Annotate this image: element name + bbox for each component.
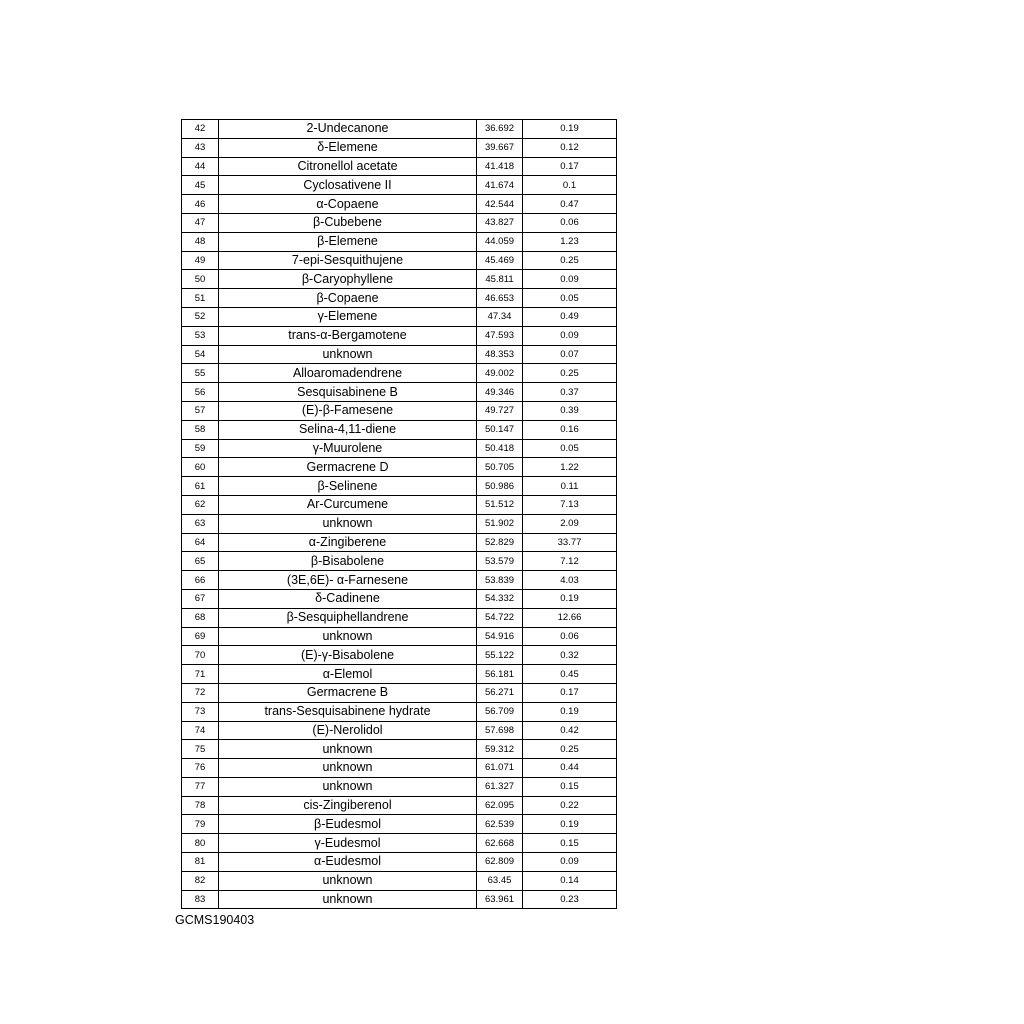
- retention-time-cell: 59.312: [477, 740, 523, 759]
- relative-area-cell: 0.37: [523, 383, 617, 402]
- table-row: [182, 890, 617, 909]
- retention-time-cell: 41.418: [477, 157, 523, 176]
- peak-number-cell: 73: [182, 702, 219, 721]
- table-row: [182, 871, 617, 890]
- peak-number-cell: 45: [182, 176, 219, 195]
- compound-name-cell: Germacrene D: [219, 458, 477, 477]
- compound-name-cell: (E)-γ-Bisabolene: [219, 646, 477, 665]
- peak-number-cell: 65: [182, 552, 219, 571]
- retention-time-cell: 51.512: [477, 495, 523, 514]
- table-row: [182, 853, 617, 872]
- retention-time-cell: 50.705: [477, 458, 523, 477]
- peak-number-cell: 48: [182, 232, 219, 251]
- peak-number-cell: 46: [182, 195, 219, 214]
- compound-name-cell: γ-Elemene: [219, 307, 477, 326]
- compound-name-cell: unknown: [219, 740, 477, 759]
- table-row: [182, 270, 617, 289]
- relative-area-cell: 0.44: [523, 759, 617, 778]
- relative-area-cell: 0.49: [523, 307, 617, 326]
- relative-area-cell: 0.1: [523, 176, 617, 195]
- table-row: [182, 514, 617, 533]
- retention-time-cell: 39.667: [477, 138, 523, 157]
- table-row: [182, 589, 617, 608]
- table-row: [182, 665, 617, 684]
- relative-area-cell: 0.19: [523, 702, 617, 721]
- relative-area-cell: 0.14: [523, 871, 617, 890]
- compound-name-cell: δ-Elemene: [219, 138, 477, 157]
- retention-time-cell: 45.469: [477, 251, 523, 270]
- peak-number-cell: 71: [182, 665, 219, 684]
- table-row: [182, 702, 617, 721]
- compound-name-cell: β-Selinene: [219, 477, 477, 496]
- retention-time-cell: 61.327: [477, 777, 523, 796]
- compound-name-cell: Selina-4,11-diene: [219, 420, 477, 439]
- retention-time-cell: 62.539: [477, 815, 523, 834]
- retention-time-cell: 62.668: [477, 834, 523, 853]
- compound-name-cell: γ-Eudesmol: [219, 834, 477, 853]
- relative-area-cell: 1.22: [523, 458, 617, 477]
- table-row: [182, 401, 617, 420]
- table-row: [182, 627, 617, 646]
- relative-area-cell: 0.11: [523, 477, 617, 496]
- peak-number-cell: 59: [182, 439, 219, 458]
- relative-area-cell: 4.03: [523, 571, 617, 590]
- compound-name-cell: unknown: [219, 759, 477, 778]
- peak-number-cell: 62: [182, 495, 219, 514]
- relative-area-cell: 0.09: [523, 326, 617, 345]
- table-row: [182, 740, 617, 759]
- retention-time-cell: 53.839: [477, 571, 523, 590]
- table-row: [182, 777, 617, 796]
- table-row: [182, 120, 617, 139]
- table-row: [182, 420, 617, 439]
- peak-number-cell: 78: [182, 796, 219, 815]
- retention-time-cell: 56.709: [477, 702, 523, 721]
- retention-time-cell: 43.827: [477, 213, 523, 232]
- compound-name-cell: β-Caryophyllene: [219, 270, 477, 289]
- retention-time-cell: 46.653: [477, 289, 523, 308]
- peak-number-cell: 70: [182, 646, 219, 665]
- peak-number-cell: 54: [182, 345, 219, 364]
- compound-name-cell: β-Elemene: [219, 232, 477, 251]
- retention-time-cell: 61.071: [477, 759, 523, 778]
- relative-area-cell: 0.17: [523, 157, 617, 176]
- relative-area-cell: 0.15: [523, 777, 617, 796]
- table-row: [182, 608, 617, 627]
- compound-name-cell: β-Cubebene: [219, 213, 477, 232]
- peak-number-cell: 76: [182, 759, 219, 778]
- compound-name-cell: Ar-Curcumene: [219, 495, 477, 514]
- table-row: [182, 721, 617, 740]
- relative-area-cell: 0.25: [523, 251, 617, 270]
- retention-time-cell: 52.829: [477, 533, 523, 552]
- relative-area-cell: 0.23: [523, 890, 617, 909]
- retention-time-cell: 47.34: [477, 307, 523, 326]
- compound-name-cell: α-Copaene: [219, 195, 477, 214]
- compound-name-cell: β-Bisabolene: [219, 552, 477, 571]
- peak-number-cell: 82: [182, 871, 219, 890]
- relative-area-cell: 0.09: [523, 270, 617, 289]
- compound-name-cell: trans-α-Bergamotene: [219, 326, 477, 345]
- compound-name-cell: Sesquisabinene B: [219, 383, 477, 402]
- footnote-label: GCMS190403: [175, 913, 255, 927]
- compound-name-cell: unknown: [219, 777, 477, 796]
- compound-name-cell: Germacrene B: [219, 683, 477, 702]
- compound-name-cell: (E)-β-Famesene: [219, 401, 477, 420]
- table-row: [182, 138, 617, 157]
- compound-name-cell: α-Elemol: [219, 665, 477, 684]
- table-row: [182, 157, 617, 176]
- peak-number-cell: 63: [182, 514, 219, 533]
- relative-area-cell: 0.06: [523, 213, 617, 232]
- table-row: [182, 307, 617, 326]
- peak-number-cell: 44: [182, 157, 219, 176]
- relative-area-cell: 12.66: [523, 608, 617, 627]
- peak-number-cell: 53: [182, 326, 219, 345]
- table-row: [182, 834, 617, 853]
- retention-time-cell: 36.692: [477, 120, 523, 139]
- relative-area-cell: 7.12: [523, 552, 617, 571]
- retention-time-cell: 42.544: [477, 195, 523, 214]
- peak-number-cell: 43: [182, 138, 219, 157]
- compound-name-cell: unknown: [219, 890, 477, 909]
- relative-area-cell: 1.23: [523, 232, 617, 251]
- retention-time-cell: 48.353: [477, 345, 523, 364]
- retention-time-cell: 54.916: [477, 627, 523, 646]
- relative-area-cell: 0.06: [523, 627, 617, 646]
- relative-area-cell: 0.07: [523, 345, 617, 364]
- retention-time-cell: 51.902: [477, 514, 523, 533]
- peak-number-cell: 55: [182, 364, 219, 383]
- table-row: [182, 759, 617, 778]
- peak-number-cell: 64: [182, 533, 219, 552]
- compound-table: [181, 119, 617, 909]
- peak-number-cell: 83: [182, 890, 219, 909]
- retention-time-cell: 54.722: [477, 608, 523, 627]
- table-row: [182, 495, 617, 514]
- compound-name-cell: δ-Cadinene: [219, 589, 477, 608]
- relative-area-cell: 0.09: [523, 853, 617, 872]
- compound-name-cell: unknown: [219, 627, 477, 646]
- peak-number-cell: 72: [182, 683, 219, 702]
- table-row: [182, 383, 617, 402]
- retention-time-cell: 50.418: [477, 439, 523, 458]
- table-row: [182, 232, 617, 251]
- peak-number-cell: 74: [182, 721, 219, 740]
- retention-time-cell: 63.961: [477, 890, 523, 909]
- compound-name-cell: α-Eudesmol: [219, 853, 477, 872]
- retention-time-cell: 47.593: [477, 326, 523, 345]
- table-row: [182, 251, 617, 270]
- peak-number-cell: 42: [182, 120, 219, 139]
- relative-area-cell: 0.45: [523, 665, 617, 684]
- peak-number-cell: 60: [182, 458, 219, 477]
- compound-name-cell: Citronellol acetate: [219, 157, 477, 176]
- table-row: [182, 571, 617, 590]
- table-row: [182, 815, 617, 834]
- peak-number-cell: 80: [182, 834, 219, 853]
- table-row: [182, 213, 617, 232]
- peak-number-cell: 77: [182, 777, 219, 796]
- peak-number-cell: 49: [182, 251, 219, 270]
- relative-area-cell: 0.19: [523, 120, 617, 139]
- compound-name-cell: β-Copaene: [219, 289, 477, 308]
- table-row: [182, 364, 617, 383]
- retention-time-cell: 49.346: [477, 383, 523, 402]
- peak-number-cell: 56: [182, 383, 219, 402]
- compound-name-cell: unknown: [219, 871, 477, 890]
- relative-area-cell: 0.39: [523, 401, 617, 420]
- relative-area-cell: 0.17: [523, 683, 617, 702]
- table-row: [182, 796, 617, 815]
- table-row: [182, 345, 617, 364]
- compound-name-cell: 7-epi-Sesquithujene: [219, 251, 477, 270]
- compound-name-cell: γ-Muurolene: [219, 439, 477, 458]
- peak-number-cell: 79: [182, 815, 219, 834]
- relative-area-cell: 2.09: [523, 514, 617, 533]
- peak-number-cell: 75: [182, 740, 219, 759]
- retention-time-cell: 62.095: [477, 796, 523, 815]
- table-row: [182, 683, 617, 702]
- table-row: [182, 176, 617, 195]
- table-row: [182, 477, 617, 496]
- compound-name-cell: (E)-Nerolidol: [219, 721, 477, 740]
- relative-area-cell: 0.42: [523, 721, 617, 740]
- table-row: [182, 326, 617, 345]
- table-row: [182, 458, 617, 477]
- retention-time-cell: 49.002: [477, 364, 523, 383]
- peak-number-cell: 67: [182, 589, 219, 608]
- relative-area-cell: 0.22: [523, 796, 617, 815]
- retention-time-cell: 54.332: [477, 589, 523, 608]
- compound-name-cell: β-Eudesmol: [219, 815, 477, 834]
- retention-time-cell: 50.986: [477, 477, 523, 496]
- relative-area-cell: 0.25: [523, 364, 617, 383]
- relative-area-cell: 7.13: [523, 495, 617, 514]
- relative-area-cell: 0.32: [523, 646, 617, 665]
- peak-number-cell: 66: [182, 571, 219, 590]
- relative-area-cell: 0.05: [523, 439, 617, 458]
- relative-area-cell: 0.16: [523, 420, 617, 439]
- relative-area-cell: 0.47: [523, 195, 617, 214]
- retention-time-cell: 62.809: [477, 853, 523, 872]
- table-row: [182, 439, 617, 458]
- relative-area-cell: 0.15: [523, 834, 617, 853]
- peak-number-cell: 81: [182, 853, 219, 872]
- peak-number-cell: 51: [182, 289, 219, 308]
- peak-number-cell: 69: [182, 627, 219, 646]
- peak-number-cell: 68: [182, 608, 219, 627]
- compound-name-cell: cis-Zingiberenol: [219, 796, 477, 815]
- table-row: [182, 289, 617, 308]
- retention-time-cell: 55.122: [477, 646, 523, 665]
- compound-name-cell: unknown: [219, 345, 477, 364]
- relative-area-cell: 0.25: [523, 740, 617, 759]
- compound-name-cell: 2-Undecanone: [219, 120, 477, 139]
- retention-time-cell: 63.45: [477, 871, 523, 890]
- retention-time-cell: 49.727: [477, 401, 523, 420]
- retention-time-cell: 50.147: [477, 420, 523, 439]
- table-row: [182, 533, 617, 552]
- retention-time-cell: 41.674: [477, 176, 523, 195]
- peak-number-cell: 57: [182, 401, 219, 420]
- retention-time-cell: 44.059: [477, 232, 523, 251]
- peak-number-cell: 58: [182, 420, 219, 439]
- compound-name-cell: α-Zingiberene: [219, 533, 477, 552]
- peak-number-cell: 61: [182, 477, 219, 496]
- peak-number-cell: 47: [182, 213, 219, 232]
- compound-name-cell: unknown: [219, 514, 477, 533]
- retention-time-cell: 53.579: [477, 552, 523, 571]
- peak-number-cell: 50: [182, 270, 219, 289]
- table-row: [182, 646, 617, 665]
- compound-name-cell: Cyclosativene II: [219, 176, 477, 195]
- peak-number-cell: 52: [182, 307, 219, 326]
- retention-time-cell: 56.271: [477, 683, 523, 702]
- relative-area-cell: 0.05: [523, 289, 617, 308]
- relative-area-cell: 0.12: [523, 138, 617, 157]
- compound-name-cell: β-Sesquiphellandrene: [219, 608, 477, 627]
- retention-time-cell: 56.181: [477, 665, 523, 684]
- retention-time-cell: 45.811: [477, 270, 523, 289]
- relative-area-cell: 0.19: [523, 589, 617, 608]
- relative-area-cell: 33.77: [523, 533, 617, 552]
- compound-table-body: [182, 120, 617, 909]
- compound-name-cell: Alloaromadendrene: [219, 364, 477, 383]
- compound-name-cell: (3E,6E)- α-Farnesene: [219, 571, 477, 590]
- table-row: [182, 552, 617, 571]
- table-row: [182, 195, 617, 214]
- relative-area-cell: 0.19: [523, 815, 617, 834]
- compound-name-cell: trans-Sesquisabinene hydrate: [219, 702, 477, 721]
- retention-time-cell: 57.698: [477, 721, 523, 740]
